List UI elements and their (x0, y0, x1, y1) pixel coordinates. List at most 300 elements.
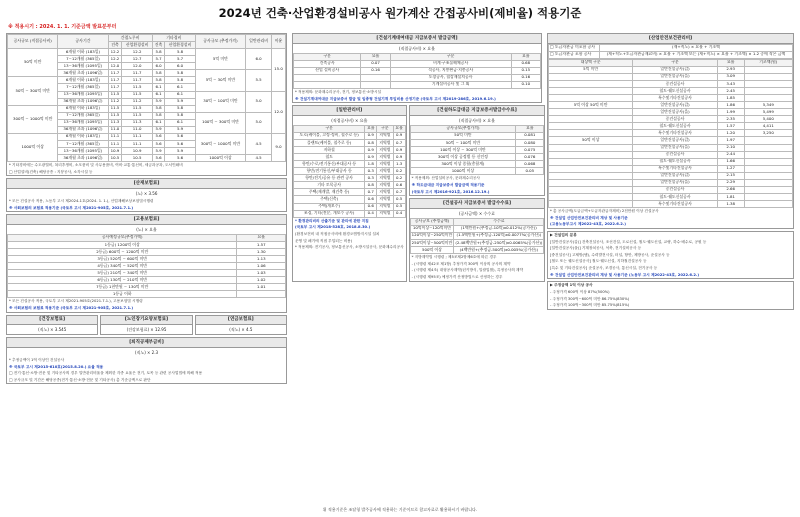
rate-cell: 5.9 (165, 98, 195, 105)
construction-fee-box (292, 33, 542, 103)
sc-row-cell: 50억 ~ 100억 미만 (410, 139, 516, 146)
is-row-cell (549, 172, 633, 179)
period-cell: 13~36개월 (1095일) (58, 63, 108, 70)
employment-row-cell: 1.02 (237, 277, 286, 284)
rate-cell: 5.9 (152, 148, 165, 155)
is-row-cell: 특수및기타건설공사 (633, 165, 718, 172)
is-row-cell: 5,499 (744, 109, 792, 116)
is-row-cell: 1.86 (717, 102, 744, 109)
lc-row-cell: 철도 (294, 154, 365, 161)
is-row-cell (549, 179, 633, 186)
lc-row-cell: 지역별 (377, 161, 393, 168)
period-cell: 13~36개월 (1095일) (58, 119, 108, 126)
pension-box (195, 315, 287, 336)
is-head-type: 구분 (633, 59, 718, 66)
lc-row-cell: 지하철 (294, 147, 365, 154)
rate-cell: 11.7 (108, 84, 122, 91)
sc-note-1: * 적용제외: 산업설비공사, 문화재수리공사 (411, 176, 480, 181)
gm-scale-cell: 300억 ~ 1000억 미만 (195, 133, 245, 154)
safety-section (547, 33, 794, 312)
rate-cell: 5.9 (165, 148, 195, 155)
scale-cell: 50억 미만 (8, 49, 58, 77)
lc-row-cell: 기타 토목공사 (294, 182, 365, 189)
is-row (549, 186, 793, 193)
gt-row-cell: (1.5백만원+(추정금-120억)x0.0077%(공가산)) (454, 232, 544, 239)
lc-row-cell: 지역별 (377, 203, 393, 210)
rate-cell: 5.6 (152, 140, 165, 147)
lc-row (294, 154, 406, 161)
employment-row (8, 291, 286, 298)
sc-row (410, 147, 544, 154)
header-indirect-labor: 간접노무비 (108, 35, 152, 42)
cf-row-cell: 산업 설비공사 (294, 67, 361, 74)
employment-row-cell (237, 291, 286, 298)
header-period: 공사기간 (58, 35, 108, 49)
employment-row-cell: 3등급) 520억 ~ 600억 미만 (8, 256, 237, 263)
lc-row-cell: 지역별 (377, 175, 393, 182)
retire-note-4: □ 공사규모 및 기간은 해당공종(전기·통신·소방·전문 및 기타공사) 총 기준금액으로 판단 (9, 377, 151, 382)
lc-row-cell: 지역별 (377, 189, 393, 196)
rate-cell: 5.9 (152, 98, 165, 105)
lc-row-cell: 0.2 (393, 175, 405, 182)
pension-title: [연금보험료] (196, 316, 286, 326)
lc-row-cell: 항만/전기통신/부대공사 등 (294, 168, 365, 175)
lc-note-5: * 적용제외: 전기공사, 정보통신공사, 소방시설공사, 문화재수리공사 (295, 245, 404, 250)
rate-cell: 5.9 (165, 126, 195, 133)
is-row-cell (549, 165, 633, 172)
lc-row-cell: 주택(재개발, 재건축 등) (294, 189, 365, 196)
gm-scale-cell: 30억 ~ 100억 미만 (195, 91, 245, 112)
is-row-cell: 3,250 (744, 130, 792, 137)
sc-row-cell: 0.081 (516, 132, 544, 139)
is-row-cell (549, 116, 633, 123)
main-rate-box (6, 33, 287, 176)
is-row-cell (549, 109, 633, 116)
is-row-cell: 일반건설공사(을) (633, 144, 718, 151)
rate-cell: 11.3 (122, 119, 152, 126)
employment-row-cell: 2등급) 600억 ~ 1200억 미만 (8, 249, 237, 256)
rate-cell: 11.5 (122, 112, 152, 119)
lc-row-cell: 1.3 (393, 161, 405, 168)
lc-row-cell: 0.7 (393, 139, 405, 146)
cf-row (294, 81, 541, 88)
is-row-cell: 5,349 (744, 102, 792, 109)
sc-row (410, 154, 544, 161)
employment-row-cell: 1.06 (237, 263, 286, 270)
rate-cell: 11.5 (122, 84, 152, 91)
sc-note-3: (국토부 고시 제2016-921호, 2016.12.19.) (411, 189, 490, 194)
employment-insurance-title: [고용보험료] (7, 215, 286, 225)
rate-cell: 11.5 (108, 112, 122, 119)
labor-cost-formula: (직접공사비) × 요율 (331, 117, 368, 123)
is-row (549, 144, 793, 151)
rate-cell: 11.7 (122, 70, 152, 77)
rate-cell: 5.8 (152, 112, 165, 119)
cf-note-2: ※ 건설기계대여대금 지급보증서 발급 및 임종형 건설기계 투입비용 산정기준 (국토부 고시 제2019-286호, 2019.6.19.) (295, 96, 496, 101)
employment-row-cell: 1.13 (237, 256, 286, 263)
rate-cell: 6.1 (165, 119, 195, 126)
is-row-cell (549, 88, 633, 95)
is-row-cell: 1.27 (717, 165, 744, 172)
lc-row (294, 139, 406, 146)
main-rate-section (6, 33, 287, 386)
main-note: * 기타경비에는 수도광열비, 복리후생비, 소모품비 및 사무용품비, 여비·교통·통신비, 세금과공과, 도서인쇄비 (9, 163, 183, 168)
lc-note-2: (국토부 고시 제2018-528호, 2018.8.30.) (295, 225, 371, 230)
is-note-2: ※ 건설업 산업안전보건관리비 계상 및 사용기준 (550, 215, 628, 220)
profit-cell: 9.0 (272, 133, 286, 161)
elder-care-title: [노인장기요양보험료] (101, 316, 191, 326)
is-row-cell: 철도·궤도신설공사 (633, 193, 718, 200)
small-title: ▶ 주정금액 1억 이상 공사 (550, 283, 593, 288)
cf-head-type-2: 구분 (390, 53, 511, 60)
lc-row-cell: 지역별 (377, 196, 393, 203)
lc-row-cell: 0.2 (393, 168, 405, 175)
rate-cell: 5.6 (165, 133, 195, 140)
cf-row-cell: 기계설비공사 및 그 외 (390, 81, 511, 88)
classification-item: [중건설공사] 고제방(댐), 수력발전시설, 터널, 항만, 제방공사, 준설공사 등 (550, 252, 670, 257)
labor-cost-title: [일반관리비] (293, 106, 406, 116)
small-box (547, 281, 794, 310)
employment-row-cell: 5등급) 210억 ~ 340억 미만 (8, 270, 237, 277)
gt-row (410, 247, 544, 254)
health-insurance-formula: (직노) × 3.545 (38, 327, 67, 333)
is-note-3: (고용노동부고시 제2022-43호, 2022.6.2.) (550, 222, 626, 227)
cf-row-cell: 0.68 (511, 60, 540, 67)
is-row-cell (744, 201, 792, 208)
is-row-cell (549, 123, 633, 130)
cf-row (294, 74, 541, 81)
is-row-cell: 1.20 (717, 130, 744, 137)
cf-row-cell: 0.07 (361, 60, 390, 67)
classification-item: [철도 또는 궤도신설공사] 철도·궤도신설, 지하철건설공사 등 (550, 259, 647, 264)
is-row-cell (744, 186, 792, 193)
lc-row-cell: 0.6 (365, 203, 377, 210)
gm-rate-cell: 4.5 (246, 133, 272, 154)
safety-insurance-box (6, 178, 287, 212)
rate-cell: 6.1 (152, 91, 165, 98)
cf-head-rate: 요율 (361, 53, 390, 60)
scale-cell: 300억 ~ 1000억 미만 (8, 105, 58, 133)
lc-row (294, 182, 406, 189)
is-row-cell: 1.66 (717, 158, 744, 165)
lc-row-cell: 0.9 (365, 154, 377, 161)
is-row (549, 95, 793, 102)
gt-row-cell: 120억이상~250억미만 (411, 232, 453, 238)
lc-row-cell: 항만/수로/전기통신/부대공사 등 (294, 161, 365, 168)
sc-row (410, 161, 544, 168)
footer-note: 위 적용기준은 조달청 발주공사에 적용하는 기준이므로 참고자료로 활용하시기 바랍니다. (322, 507, 478, 512)
industrial-safety-title: [산업안전보건관리비] (548, 34, 793, 44)
is-row-cell: 2.35 (717, 116, 744, 123)
gm-rate-cell: 4.5 (246, 155, 272, 162)
is-row (549, 102, 793, 109)
employment-row-cell: 1등급) 1200억 이상 (8, 241, 237, 248)
is-row-cell: 50억 이상 (549, 137, 633, 144)
rate-cell: 11.0 (122, 126, 152, 133)
rate-cell: 5.8 (152, 77, 165, 84)
lc-row-cell: 0.8 (365, 139, 377, 146)
lc-head-rate-2: 요율 (393, 125, 405, 132)
lc-row-cell: 0.7 (393, 189, 405, 196)
pension-formula: (직노) × 4.5 (229, 327, 253, 333)
rate-cell: 10.5 (108, 155, 122, 162)
cf-row-cell: 도장공사, 철강재설치공사 (390, 74, 511, 81)
is-row-cell: 1.97 (717, 137, 744, 144)
cf-row-cell: 0.15 (511, 67, 540, 74)
industrial-safety-formula-table (548, 44, 793, 59)
is-row-cell: 일반건설공사(갑) (633, 137, 718, 144)
is-row-cell: 3.43 (717, 80, 744, 87)
lc-row-cell: 1.8 (365, 161, 377, 168)
gt-note-2: - (시행령 제42조 제1항) 추정가격 300억 이상의 공사의 계약 (411, 261, 511, 266)
gm-scale-cell: 5억 미만 (195, 49, 245, 70)
rate-cell: 11.7 (108, 70, 122, 77)
gt-note-4: - (시행령 제95조) 예정가격 산정방법으로 산정하는 경우 (411, 274, 503, 279)
is-row (549, 116, 793, 123)
lc-row-cell: 지역별 (377, 168, 393, 175)
retire-note-3: □ 전기·통신·소방·전문 및 기타공사의 경우 일반관리비율을 제외한 각종 요율은 전기, 토목 등 관련 공사업법에 의해 적용 (9, 371, 203, 376)
lc-row-cell: 항만/전기/공유 등 관련 공사 (294, 175, 365, 182)
is-head-base: 기초액(원) (744, 59, 792, 66)
employment-insurance-formula: (노) × 요율 (136, 226, 157, 232)
sc-row (410, 168, 544, 175)
rate-cell: 5.8 (165, 70, 195, 77)
main-note-2: □ 산업설비(건축) 해당공종 : 지붕공사, 소각시설 등 (9, 169, 93, 174)
is-note-1: * 총 공사금액(도급금액+도급자관급자재비) 2천만원 이상 건설공사 (550, 209, 659, 214)
is-row-cell: 철도·궤도신설공사 (633, 158, 718, 165)
is-row (549, 158, 793, 165)
rate-cell: 6.1 (152, 119, 165, 126)
labor-cost-table (293, 125, 406, 218)
rate-cell: 5.6 (165, 140, 195, 147)
is-row-cell (744, 137, 792, 144)
rate-cell: 6.1 (165, 91, 195, 98)
is-head-rate: 요율 (717, 59, 744, 66)
rate-cell: 5.8 (165, 112, 195, 119)
is-formula-2: (재+직노+도급자관급재료비) × 요율 + 기초액 또는 (재+직노) × 요율 + 기초액) × 1.2 중에 작은 금액 (599, 51, 792, 58)
is-row-cell: 중건설공사 (633, 151, 718, 158)
subheader-building-1: 건축 (108, 42, 122, 49)
is-row (549, 109, 793, 116)
cf-row-cell (361, 81, 390, 88)
elder-care-box (100, 315, 192, 336)
employment-insurance-box (6, 214, 287, 312)
rate-cell: 12.7 (122, 56, 152, 63)
profit-cell: 12.0 (272, 91, 286, 133)
rate-cell: 12.2 (122, 49, 152, 56)
is-row-cell (744, 172, 792, 179)
is-row-cell: 1.81 (717, 193, 744, 200)
rate-cell: 12.0 (108, 63, 122, 70)
period-cell: 13~36개월 (1095일) (58, 148, 108, 155)
rate-cell: 5.7 (165, 56, 195, 63)
is-row-cell (744, 73, 792, 80)
lc-row-cell: 0.9 (393, 154, 405, 161)
lc-row-cell: 0.9 (365, 147, 377, 154)
is-row-cell: 일반건설공사(갑) (633, 66, 718, 73)
sc-row (410, 139, 544, 146)
lc-note-3: (환경보전비 내 직접공사비에 환경오염방지시설 설치 (295, 231, 380, 236)
lc-row-cell: 0.3 (365, 168, 377, 175)
rate-cell: 12.2 (108, 49, 122, 56)
lc-row-cell: 지역별 (377, 154, 393, 161)
lc-row-cell: 0.9 (365, 132, 377, 139)
lc-note-4: 운영 및 폐기에 직접 투입되는 비용) (295, 238, 353, 243)
rate-cell: 5.8 (165, 105, 195, 112)
is-row (549, 193, 793, 200)
rate-cell: 11.5 (122, 91, 152, 98)
profit-cell: 15.0 (272, 49, 286, 91)
lc-row-cell: 0.4 (393, 210, 405, 217)
gt-row-cell: 10억이상~120억미만 (410, 225, 454, 232)
rate-cell: 11.1 (122, 133, 152, 140)
employment-row (8, 263, 286, 270)
cf-head-type: 구분 (294, 53, 361, 60)
classification-box (547, 231, 794, 279)
is-row-cell (549, 80, 633, 87)
subheader-plant-2: 산업환경설비 (165, 42, 195, 49)
guarantee-title: [건설공사 지급보증서 발급수수료] (410, 199, 545, 209)
notice-text: ※ 적용시기 : 2024. 1. 1. 기준금액 발표분부터 (8, 24, 117, 30)
is-row-cell: 특수및기타건설공사 (633, 201, 718, 208)
lc-row-cell: 0.9 (393, 132, 405, 139)
is-row-cell: 철도·궤도신설공사 (633, 88, 718, 95)
rate-cell: 5.6 (165, 155, 195, 162)
sc-row-cell: 100억 이상 ~ 300억 미만 (410, 147, 516, 154)
is-row-cell (549, 151, 633, 158)
is-row-cell: 2.66 (717, 186, 744, 193)
is-row-cell: 특수및기타건설공사 (633, 95, 718, 102)
lc-row-cell: 0.8 (365, 182, 377, 189)
is-row-cell: 철도·궤도신설공사 (633, 123, 718, 130)
is-row-cell: 2.15 (717, 172, 744, 179)
safety-insurance-title: [산재보험료] (7, 179, 286, 189)
is-row (549, 151, 793, 158)
sc-row-cell: 0.076 (516, 154, 544, 161)
employment-row (8, 270, 286, 277)
employment-row (8, 249, 286, 256)
retire-box (6, 337, 287, 384)
lc-row (294, 168, 406, 175)
gm-scale-cell: 5억 ~ 30억 미만 (195, 70, 245, 91)
lc-row (294, 210, 406, 217)
construction-fee-formula: (직접공사비) × 요율 (398, 45, 436, 51)
subheader-building-2: 건축 (152, 42, 165, 49)
is-row-cell (549, 193, 633, 200)
is-left-head: □ 도급자관급 미포함 공사 (549, 44, 600, 51)
is-row (549, 66, 793, 73)
employment-row-cell: 1.57 (237, 241, 286, 248)
lc-row-cell: 지역별 (377, 182, 393, 189)
health-insurance-box (6, 315, 98, 336)
rate-cell: 6.0 (165, 63, 195, 70)
gt-head-fee: 수수료 (454, 218, 544, 225)
is-row-cell (744, 80, 792, 87)
lc-row (294, 196, 406, 203)
rate-cell: 11.7 (122, 77, 152, 84)
rate-cell: 10.9 (122, 148, 152, 155)
sc-head-rate: 요율 (516, 125, 544, 132)
is-row-cell: 일반건설공사(을) (633, 179, 718, 186)
cf-row-cell (361, 74, 390, 81)
rate-cell: 6.1 (165, 84, 195, 91)
safety-insurance-formula: (노) × 3.56 (135, 191, 158, 196)
rate-cell: 11.5 (108, 91, 122, 98)
lc-row-cell: 0.6 (365, 196, 377, 203)
lc-row (294, 175, 406, 182)
is-row-cell: 1.57 (717, 123, 744, 130)
period-cell: 7~12개월 (365일) (58, 84, 108, 91)
lc-head-type: 구분 (294, 125, 365, 132)
small-item: - 주정가격 300억~600억 미만 86.75%(830%) (550, 296, 630, 301)
is-row-cell (744, 193, 792, 200)
retire-note-1: * 추정금액이 1억 이상인 건설공사 (9, 357, 65, 362)
gm-rate-cell: 5.0 (246, 91, 272, 112)
is-row (549, 201, 793, 208)
employment-note-2: ※ 사회보험의 보험료 적용기준 (국토부 고시 제2021-905호, 2021.7.1.) (9, 306, 134, 311)
is-row-cell: 2.44 (717, 151, 744, 158)
lc-row-cell: 0.5 (393, 196, 405, 203)
cf-row-cell: 비계·구조물해체공사 (390, 60, 511, 67)
gt-row-cell: (2.48백만원+(추정금-250억)x0.0065%(공가산)) (455, 239, 543, 245)
is-row-cell (549, 186, 633, 193)
classification-item: [일반건설공사(을)] 기계장치공사, 석축, 전기설비공사 등 (550, 246, 642, 251)
sc-row-cell: 300억 이상 공정별 등 신인정 (410, 154, 516, 161)
small-list (548, 289, 793, 309)
lc-row (294, 132, 406, 139)
rate-cell: 5.6 (152, 133, 165, 140)
gt-row (410, 232, 544, 239)
is-row-cell: 5,400 (744, 116, 792, 123)
employment-row-cell: 7등급) 1천만원 ~ 130억 미만 (8, 284, 237, 291)
rate-cell: 5.8 (165, 49, 195, 56)
employment-row-cell: 1.30 (237, 249, 286, 256)
labor-cost-box (292, 105, 407, 281)
subcontract-box (409, 105, 546, 196)
is-row-cell: 1.99 (717, 109, 744, 116)
is-row-cell (549, 201, 633, 208)
rate-cell: 12.0 (122, 63, 152, 70)
is-row (549, 179, 793, 186)
lc-row (294, 189, 406, 196)
lc-row (294, 147, 406, 154)
is-row-cell: 2.93 (717, 66, 744, 73)
rate-cell: 6.1 (152, 84, 165, 91)
gt-row-cell: (1백만원+(추정금-10억)x0.012%(공가산)) (454, 225, 544, 232)
construction-fee-title: [건설기계대여대금 지급보증서 발급금액] (293, 34, 541, 44)
period-cell: 7~12개월 (365일) (58, 112, 108, 119)
period-cell: 13~36개월 (1095일) (58, 91, 108, 98)
lc-row-cell: 플랜트(케이블, 철주로 등) (294, 139, 365, 146)
subheader-plant-1: 산업환경설비 (122, 42, 152, 49)
rate-cell: 11.1 (108, 140, 122, 147)
is-row (549, 165, 793, 172)
lc-row-cell: 지역별 (377, 139, 393, 146)
cf-row-cell (294, 74, 361, 81)
lc-row-cell: 주택(개보수) (294, 203, 365, 210)
scale-cell: 1000억 이상 (8, 133, 58, 161)
lc-row-cell: 도로(케이블, 고정·정비, 철주로 등) (294, 132, 365, 139)
fee-section (292, 33, 542, 284)
sc-row-cell: 0.075 (516, 147, 544, 154)
period-cell: 36개월 초과 (1096일) (58, 70, 108, 77)
is-row-cell: 4,411 (744, 123, 792, 130)
period-cell: 36개월 초과 (1096일) (58, 98, 108, 105)
cf-row-cell: 0.10 (511, 81, 540, 88)
rate-cell: 5.6 (152, 155, 165, 162)
rate-cell: 5.8 (152, 105, 165, 112)
employment-insurance-table (7, 234, 286, 299)
